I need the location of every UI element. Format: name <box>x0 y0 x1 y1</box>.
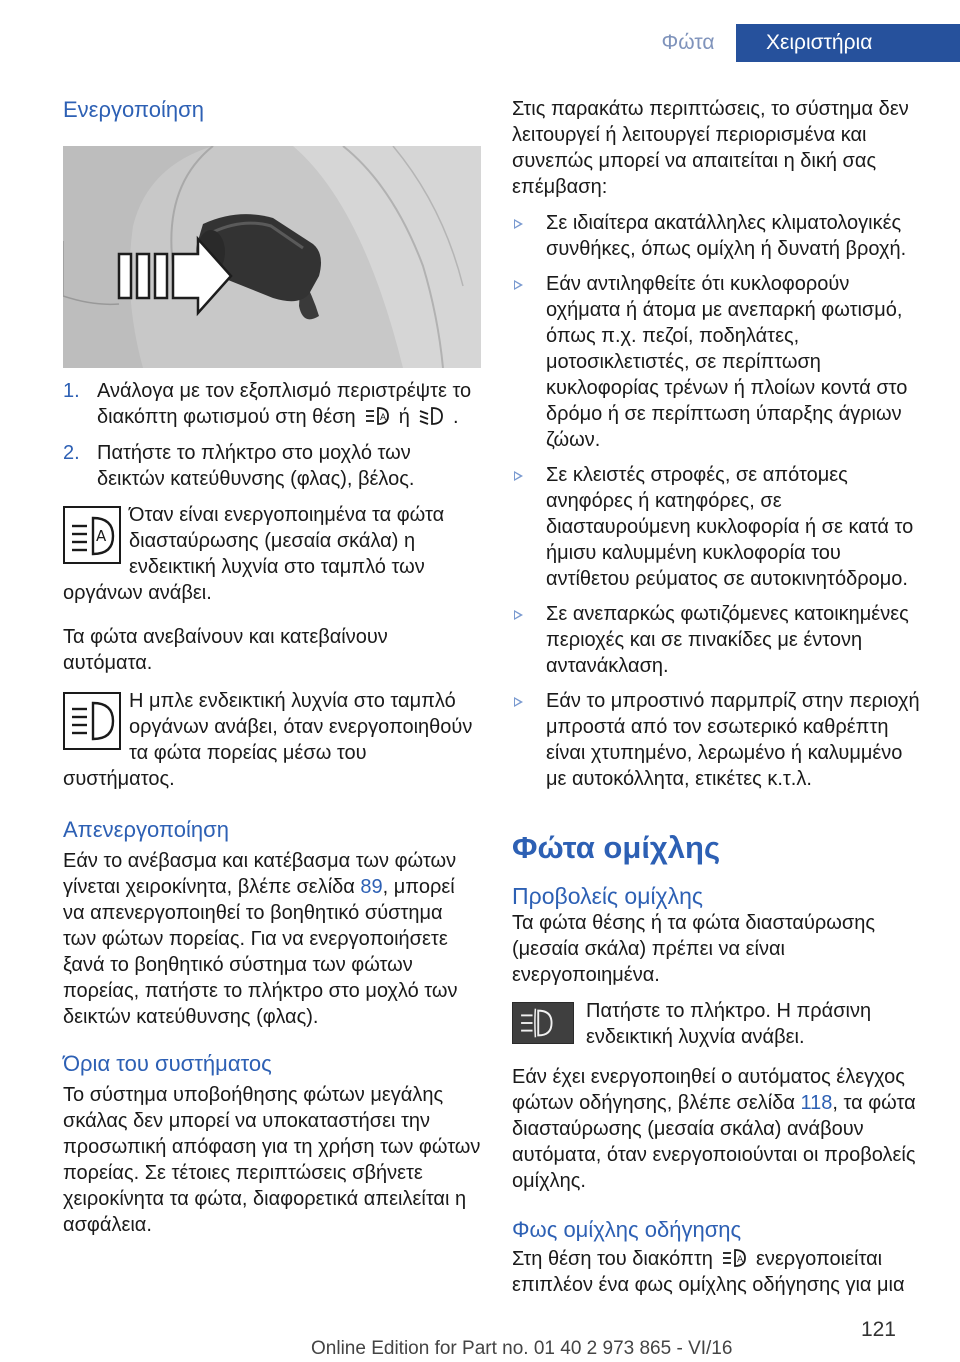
auto-dimming-text: Τα φώτα ανεβαίνουν και κατεβαίνουν αυτόματα. <box>63 626 388 674</box>
bullet-triangle-icon <box>514 697 523 707</box>
step-2 <box>63 440 481 492</box>
front-fog-heading: Προβολείς ομίχλης <box>512 883 704 909</box>
header-chapter: Χειριστήρια <box>736 24 960 62</box>
front-fog-text: Τα φώτα θέσης ή τα φώτα διασταύρωσης (μεσαία σκάλα) πρέπει να είναι ενεργοποιημένα. <box>512 912 876 986</box>
limits-text: Το σύστημα υποβοήθησης φώτων μεγάλης σκάλας δεν μπορεί να υποκαταστήσει την προσωπική απόφαση για τη χρήση των φώτων πορείας. Σε τέτοιες περιπτώσεις σβήνετε χειροκίνητα τα φώτα, διαφορετικά απειλείται η ασφάλεια. <box>63 1084 481 1236</box>
svg-text:A: A <box>737 1255 744 1265</box>
svg-text:A: A <box>380 413 387 423</box>
stalk-figure <box>63 146 481 368</box>
limits-list <box>512 210 924 792</box>
bullet-triangle-icon <box>514 471 523 481</box>
step-number: 2. <box>63 442 80 464</box>
note-text: Όταν είναι ενεργοποιημένα τα φώτα διασταύρωσης (μεσαία σκάλα) η ενδεικτική λυχνία στο ταμπλό των οργάνων ανάβει. <box>63 504 445 604</box>
step-1 <box>63 378 481 430</box>
svg-text:A: A <box>96 527 107 545</box>
high-beam-indicator-icon <box>63 692 121 750</box>
step-text: Πατήστε το πλήκτρο στο μοχλό των δεικτών κατεύθυνσης (φλας), βέλος. <box>97 442 415 490</box>
list-item: Εάν το μπροστινό παρμπρίζ στην περιοχή μπροστά από τον εσωτερικό καθρέπτη είναι χτυπημένο, λερωμένο ή καλυμμένο με αυτοκόλλητα, ετικέτες κ.τ.λ. <box>512 688 924 792</box>
deactivation-text: Εάν το ανέβασμα και κατέβασμα των φώτων γίνεται χειροκίνητα, βλέπε σελίδα 89, μπορεί να απενεργοποιηθεί το βοηθητικό σύστημα των φώτων πορείας. Για να ενεργοποιήσετε ξανά το βοηθητικό σύστημα των φώτων πορείας, πατήστε το πλήκτρο στο μοχλό των δεικτών κατεύθυνσης (φλας). <box>63 850 458 1028</box>
turn-signal-stalk-illustration <box>63 146 481 368</box>
step-or: ή <box>398 406 410 428</box>
auto-fog-text: Εάν έχει ενεργοποιηθεί ο αυτόματος έλεγχος φώτων οδήγησης, βλέπε σελίδα 118, τα φώτα διασταύρωσης (μεσαία σκάλα) ανάβουν αυτόματα, όταν ενεργοποιούνται οι προβολείς ομίχλης. <box>512 1066 916 1192</box>
low-beam-auto-indicator-icon <box>63 506 121 564</box>
page-number: 121 <box>860 1318 896 1341</box>
header-section: Φώτα <box>661 31 715 54</box>
note-highbeam <box>63 688 481 792</box>
bullet-triangle-icon <box>514 610 523 620</box>
limits-heading: Όρια του συστήματος <box>63 1051 272 1076</box>
auto-headlight-icon <box>722 1248 746 1268</box>
step-text: Ανάλογα με τον εξοπλισμό περιστρέψτε το διακόπτη φωτισμού στη θέση <box>97 380 472 428</box>
activation-heading: Ενεργοποίηση <box>63 97 204 122</box>
page-link-118[interactable]: 118 <box>800 1092 833 1114</box>
list-item: Εάν αντιληφθείτε ότι κυκλοφορούν οχήματα ή άτομα με ανεπαρκή φωτισμό, όπως π.χ. πεζοί, ποδηλάτες, μοτοσικλετιστές, σε περίπτωση κυκλοφορίας τρένων ή πλοίων κοντά στο δρόμο ή σε περίπτωση ύπαρξης άγριων ζώων. <box>512 271 924 453</box>
page-link-89[interactable]: 89 <box>360 876 383 898</box>
fog-light-indicator-icon <box>512 1002 574 1044</box>
step-number: 1. <box>63 380 80 402</box>
drive-fog-text: Στη θέση του διακόπτη A ενεργοποιείται επιπλέον ένα φως ομίχλης οδήγησης για μια <box>512 1248 905 1296</box>
page-header <box>0 0 960 84</box>
limits-intro: Στις παρακάτω περιπτώσεις, το σύστημα δεν λειτουργεί ή λειτουργεί περιορισμένα και συνεπώς μπορεί να απαιτείται η δική σας επέμβαση: <box>512 98 909 198</box>
low-beam-icon <box>419 406 443 426</box>
deactivation-heading: Απενεργοποίηση <box>63 817 229 842</box>
edition-text: Online Edition for Part no. 01 40 2 973 865 - VI/16 <box>311 1338 733 1359</box>
bullet-triangle-icon <box>514 280 523 290</box>
activation-steps <box>63 378 481 492</box>
note-indicator <box>63 502 481 606</box>
list-item: Σε κλειστές στροφές, σε απότομες ανηφόρες ή κατηφόρες, σε διασταυρούμενη κυκλοφορία ή σε κατά το ήμισυ καλυμμένη κυκλοφορία του αντίθετου ρεύματος σε αυτοκινητόδρομο. <box>512 462 924 592</box>
right-column <box>512 96 924 1298</box>
note-text: Η μπλε ενδεικτική λυχνία στο ταμπλό οργάνων ανάβει, όταν ενεργοποιηθούν τα φώτα πορείας μέσω του συστήματος. <box>63 690 473 790</box>
list-item: Σε ιδιαίτερα ακατάλληλες κλιματολογικές συνθήκες, όπως ομίχλη ή δυνατή βροχή. <box>512 210 924 262</box>
list-item: Σε ανεπαρκώς φωτιζόμενες κατοικημένες περιοχές και σε πινακίδες με έντονη αντανάκλαση. <box>512 601 924 679</box>
auto-headlight-icon <box>365 406 389 426</box>
drive-fog-heading: Φως ομίχλης οδήγησης <box>512 1217 742 1242</box>
step-end: . <box>453 406 459 428</box>
note-text: Πατήστε το πλήκτρο. Η πράσινη ενδεικτική λυχνία ανάβει. <box>586 1000 872 1048</box>
left-column <box>63 96 481 1238</box>
fog-lights-heading: Φώτα ομίχλης <box>512 830 721 865</box>
bullet-triangle-icon <box>514 219 523 229</box>
note-fog <box>512 998 924 1050</box>
